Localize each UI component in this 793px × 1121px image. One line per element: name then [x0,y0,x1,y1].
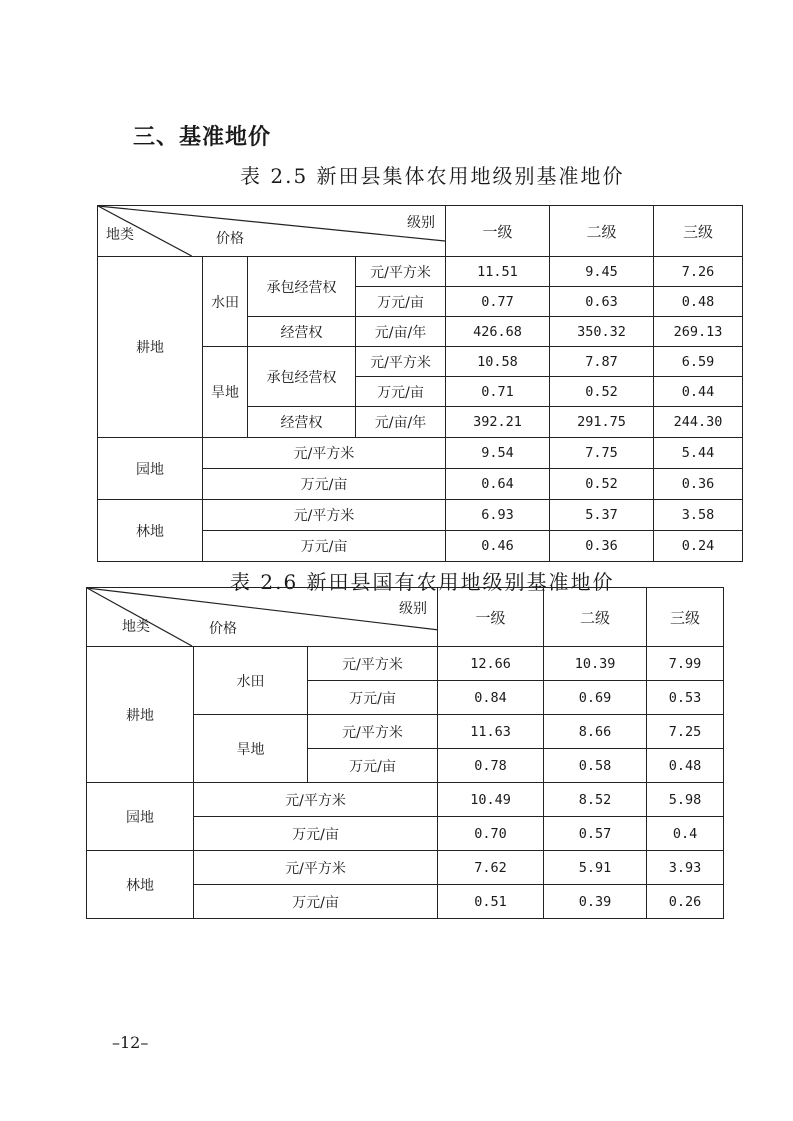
header-diagonal-cell [87,588,438,647]
value-cell: 5.91 [544,851,647,885]
value-cell: 0.24 [654,531,743,562]
value-cell: 0.44 [654,377,743,407]
value-cell: 0.39 [544,885,647,919]
unit-cell: 元/亩/年 [356,317,446,347]
value-cell: 6.59 [654,347,743,377]
grade-1-header: 一级 [438,588,544,647]
value-cell: 0.71 [446,377,550,407]
value-cell: 3.93 [647,851,724,885]
grade-2-header: 二级 [544,588,647,647]
land-type-cell: 林地 [87,851,194,919]
unit-cell: 万元/亩 [194,885,438,919]
subtype-cell: 旱地 [203,347,248,438]
grade-3-header: 三级 [654,206,743,257]
value-cell: 0.26 [647,885,724,919]
unit-cell: 元/平方米 [308,647,438,681]
unit-cell: 元/平方米 [356,257,446,287]
table-caption: 表 2.5 新田县集体农用地级别基准地价 [240,164,625,188]
value-cell: 0.78 [438,749,544,783]
price-header-label: 价格 [216,231,244,247]
right-type-cell: 经营权 [248,317,356,347]
value-cell: 0.69 [544,681,647,715]
value-cell: 269.13 [654,317,743,347]
value-cell: 7.26 [654,257,743,287]
value-cell: 0.51 [438,885,544,919]
grade-1-header: 一级 [446,206,550,257]
land-type-cell: 园地 [98,438,203,500]
value-cell: 0.63 [550,287,654,317]
right-type-cell: 经营权 [248,407,356,438]
page-number: –12– [112,1033,149,1052]
value-cell: 10.58 [446,347,550,377]
value-cell: 7.62 [438,851,544,885]
unit-cell: 万元/亩 [308,681,438,715]
value-cell: 0.52 [550,469,654,500]
value-cell: 7.75 [550,438,654,469]
value-cell: 0.84 [438,681,544,715]
land-type-cell: 园地 [87,783,194,851]
value-cell: 7.99 [647,647,724,681]
value-cell: 11.51 [446,257,550,287]
value-cell: 9.45 [550,257,654,287]
table-caption: 表 2.6 新田县国有农用地级别基准地价 [230,570,615,594]
value-cell: 0.4 [647,817,724,851]
value-cell: 10.39 [544,647,647,681]
right-type-cell: 承包经营权 [248,257,356,317]
grade-header-label: 级别 [399,601,428,617]
unit-cell: 万元/亩 [356,287,446,317]
right-type-cell: 承包经营权 [248,347,356,407]
value-cell: 0.52 [550,377,654,407]
value-cell: 5.44 [654,438,743,469]
unit-cell: 元/平方米 [194,851,438,885]
value-cell: 0.70 [438,817,544,851]
value-cell: 12.66 [438,647,544,681]
grade-2-header: 二级 [550,206,654,257]
section-title: 三、基准地价 [133,125,272,150]
land-type-cell: 耕地 [98,257,203,438]
unit-cell: 元/平方米 [203,438,446,469]
unit-cell: 元/亩/年 [356,407,446,438]
unit-cell: 元/平方米 [356,347,446,377]
land-type-header-label: 地类 [106,227,134,243]
value-cell: 9.54 [446,438,550,469]
value-cell: 291.75 [550,407,654,438]
value-cell: 8.66 [544,715,647,749]
unit-cell: 万元/亩 [203,531,446,562]
value-cell: 0.46 [446,531,550,562]
value-cell: 0.58 [544,749,647,783]
value-cell: 7.87 [550,347,654,377]
land-type-cell: 耕地 [87,647,194,783]
value-cell: 0.36 [550,531,654,562]
value-cell: 5.37 [550,500,654,531]
value-cell: 7.25 [647,715,724,749]
state-owned-land-price-table [86,587,724,919]
value-cell: 6.93 [446,500,550,531]
value-cell: 0.36 [654,469,743,500]
unit-cell: 万元/亩 [356,377,446,407]
value-cell: 350.32 [550,317,654,347]
unit-cell: 万元/亩 [194,817,438,851]
unit-cell: 元/平方米 [203,500,446,531]
price-header-label: 价格 [209,621,237,637]
value-cell: 0.48 [654,287,743,317]
unit-cell: 万元/亩 [308,749,438,783]
value-cell: 11.63 [438,715,544,749]
value-cell: 392.21 [446,407,550,438]
value-cell: 8.52 [544,783,647,817]
value-cell: 0.64 [446,469,550,500]
subtype-cell: 水田 [194,647,308,715]
value-cell: 0.77 [446,287,550,317]
subtype-cell: 水田 [203,257,248,347]
unit-cell: 元/平方米 [308,715,438,749]
header-diagonal-cell [98,206,446,257]
land-type-cell: 林地 [98,500,203,562]
value-cell: 3.58 [654,500,743,531]
land-type-header-label: 地类 [122,619,150,635]
value-cell: 244.30 [654,407,743,438]
collective-land-price-table [97,205,743,562]
value-cell: 10.49 [438,783,544,817]
subtype-cell: 旱地 [194,715,308,783]
value-cell: 426.68 [446,317,550,347]
value-cell: 0.53 [647,681,724,715]
grade-3-header: 三级 [647,588,724,647]
unit-cell: 万元/亩 [203,469,446,500]
value-cell: 5.98 [647,783,724,817]
value-cell: 0.57 [544,817,647,851]
grade-header-label: 级别 [407,215,435,231]
value-cell: 0.48 [647,749,724,783]
unit-cell: 元/平方米 [194,783,438,817]
